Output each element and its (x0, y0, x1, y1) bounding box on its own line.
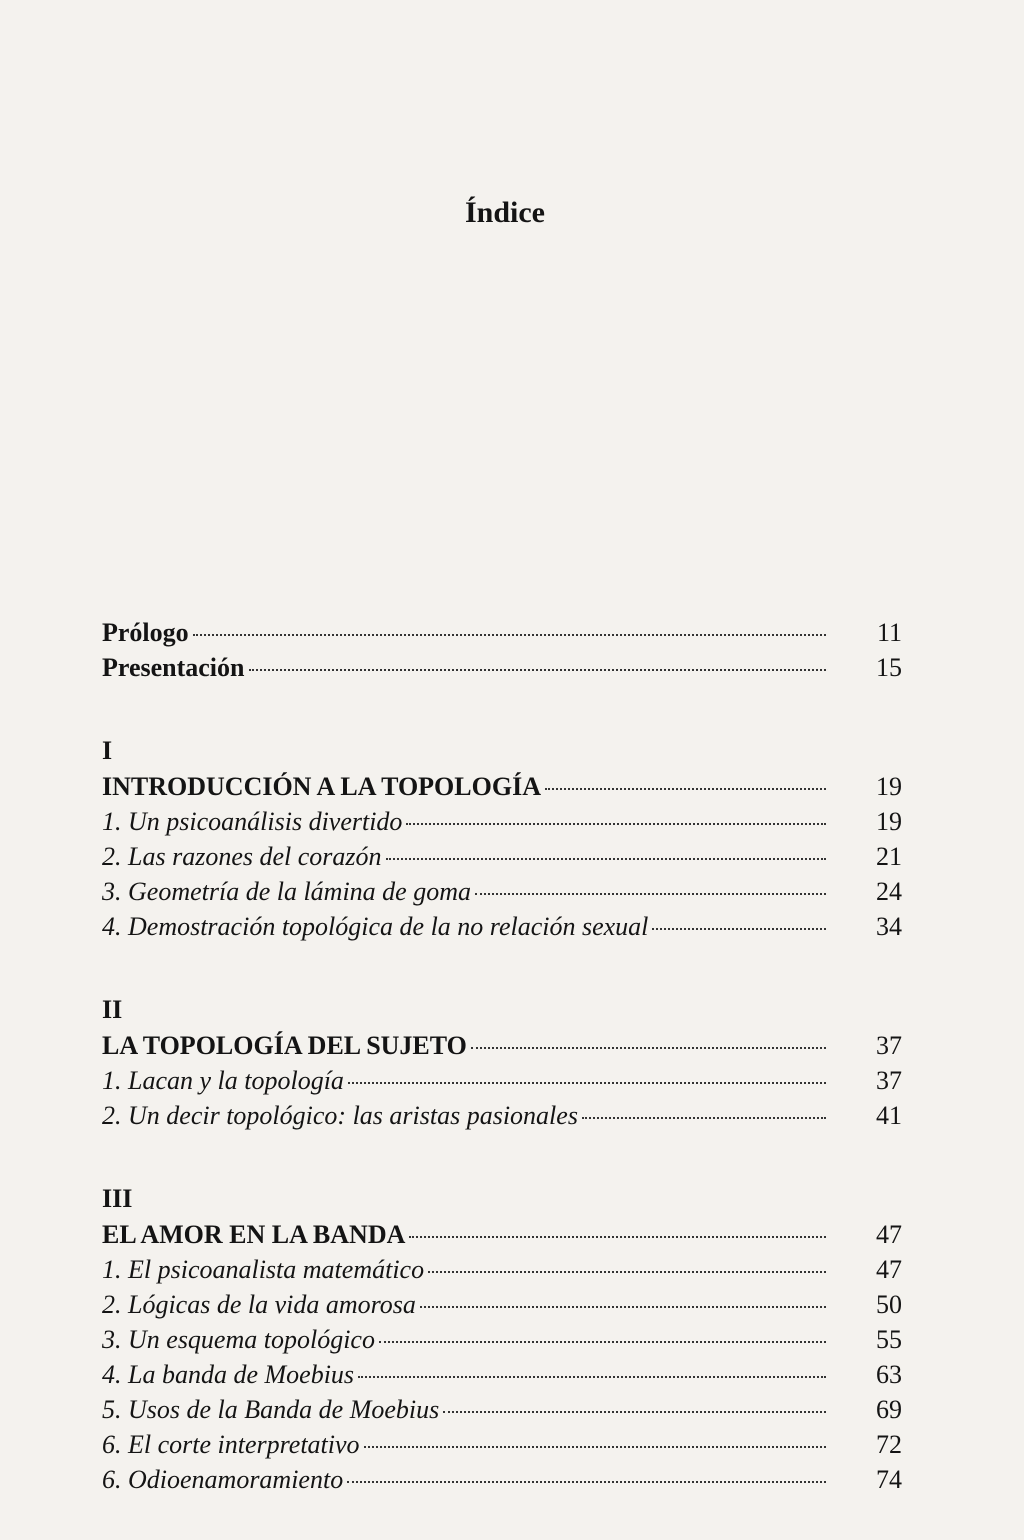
toc-entry (102, 1395, 902, 1430)
toc-page-number: 41 (876, 1101, 902, 1130)
toc-entry (102, 1255, 902, 1290)
toc-entry (102, 912, 902, 947)
leader-dots (358, 1376, 826, 1378)
toc-label: 1. Lacan y la topología (102, 1066, 344, 1095)
toc-label: 4. Demostración topológica de la no relación sexual (102, 912, 649, 941)
leader-dots (249, 669, 827, 671)
toc-label: 4. La banda de Moebius (102, 1360, 355, 1389)
toc-entry (102, 1066, 902, 1101)
leader-dots (471, 1047, 826, 1049)
leader-dots (406, 823, 826, 825)
leader-dots (347, 1481, 826, 1483)
toc-section-heading (102, 772, 902, 807)
toc-label: 3. Un esquema topológico (102, 1325, 375, 1354)
section-number: II (102, 995, 123, 1024)
toc-page-number: 19 (876, 807, 902, 836)
toc-entry (102, 1430, 902, 1465)
section-number: I (102, 736, 113, 765)
leader-dots (582, 1117, 826, 1119)
toc-entry-presentacion (102, 653, 902, 688)
toc-page-number: 72 (876, 1430, 902, 1459)
toc-label: Presentación (102, 653, 245, 682)
leader-dots (364, 1446, 826, 1448)
leader-dots (193, 634, 826, 636)
leader-dots (386, 858, 826, 860)
leader-dots (348, 1082, 826, 1084)
leader-dots (379, 1341, 826, 1343)
toc-page-number: 37 (876, 1066, 902, 1095)
toc-page-number: 74 (876, 1465, 902, 1494)
leader-dots (545, 788, 826, 790)
toc-page-number: 69 (876, 1395, 902, 1424)
toc-label: 2. Un decir topológico: las aristas pasionales (102, 1101, 578, 1130)
toc-page-number: 55 (876, 1325, 902, 1354)
toc-page-number: 11 (876, 618, 902, 647)
toc-label: 2. Lógicas de la vida amorosa (102, 1290, 416, 1319)
toc-label: Prólogo (102, 618, 189, 647)
toc-entry-prologo (102, 618, 902, 653)
toc-entry (102, 1325, 902, 1360)
toc-label: 6. Odioenamoramiento (102, 1465, 344, 1494)
page-title: Índice (464, 196, 545, 229)
toc-label: 3. Geometría de la lámina de goma (102, 877, 472, 906)
toc-label: 2. Las razones del corazón (102, 842, 382, 871)
toc-page-number: 24 (876, 877, 902, 906)
toc-entry (102, 877, 902, 912)
toc-label: INTRODUCCIÓN A LA TOPOLOGÍA (102, 772, 541, 801)
toc-entry (102, 1360, 902, 1395)
toc-entry (102, 1290, 902, 1325)
toc-label: 6. El corte interpretativo (102, 1430, 360, 1459)
leader-dots (443, 1411, 826, 1413)
toc-section-heading (102, 1220, 902, 1255)
leader-dots (420, 1306, 826, 1308)
toc-page-number: 19 (876, 772, 902, 801)
leader-dots (652, 928, 826, 930)
leader-dots (475, 893, 826, 895)
toc-page-number: 34 (876, 912, 902, 941)
toc-entry (102, 1465, 902, 1500)
leader-dots (409, 1236, 826, 1238)
toc-label: 5. Usos de la Banda de Moebius (102, 1395, 440, 1424)
table-of-contents (102, 618, 902, 1500)
toc-label: EL AMOR EN LA BANDA (102, 1220, 406, 1249)
toc-page-number: 37 (876, 1031, 902, 1060)
toc-entry (102, 807, 902, 842)
toc-section-heading (102, 1031, 902, 1066)
leader-dots (428, 1271, 826, 1273)
toc-entry (102, 1101, 902, 1136)
toc-page-number: 63 (876, 1360, 902, 1389)
toc-page-number: 15 (876, 653, 902, 682)
toc-label: 1. El psicoanalista matemático (102, 1255, 425, 1284)
toc-page-number: 47 (876, 1255, 902, 1284)
toc-label: 1. Un psicoanálisis divertido (102, 807, 403, 836)
section-number: III (102, 1184, 133, 1213)
toc-page-number: 50 (876, 1290, 902, 1319)
toc-page-number: 21 (876, 842, 902, 871)
toc-entry (102, 842, 902, 877)
toc-page-number: 47 (876, 1220, 902, 1249)
toc-label: LA TOPOLOGÍA DEL SUJETO (102, 1031, 467, 1060)
